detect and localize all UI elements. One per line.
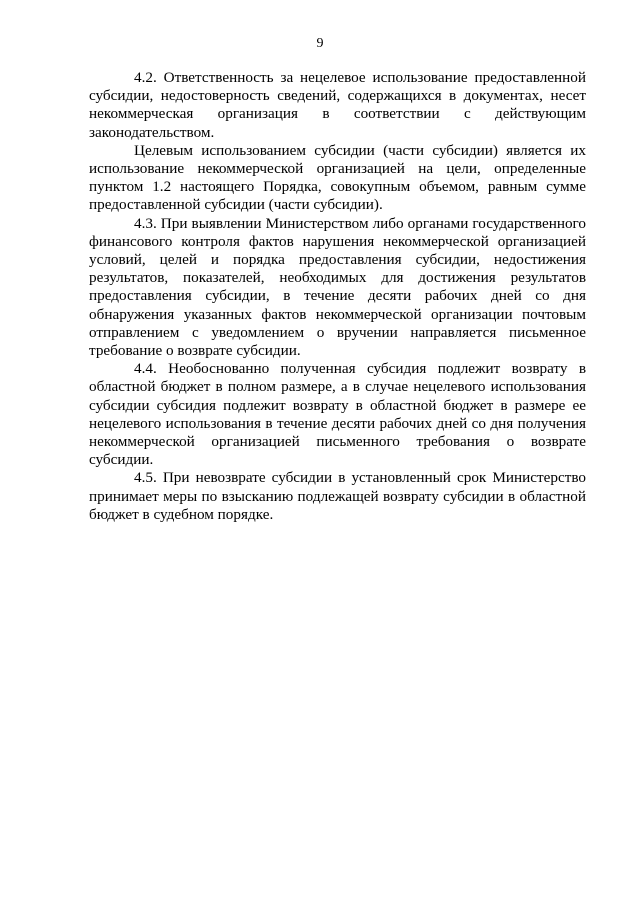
- paragraph-target-use-definition: Целевым использованием субсидии (части субсидии) является их использование некоммерческой организацией на цели, определенные пунктом 1.2 настоящего Порядка, совокупным объемом, равным сумме предоставленной субсидии (части субсидии).: [89, 141, 586, 214]
- paragraph-4-4: 4.4. Необоснованно полученная субсидия подлежит возврату в областной бюджет в полном размере, а в случае нецелевого использования субсидии субсидия подлежит возврату в областной бюджет в размере ее нецелевого использования в течение десяти рабочих дней со дня получения некоммерческой организацией письменного требования о возврате субсидии.: [89, 360, 586, 469]
- document-body: [89, 69, 586, 524]
- page-number: 9: [316, 36, 324, 51]
- paragraph-4-3: 4.3. При выявлении Министерством либо органами государственного финансового контроля фактов нарушения некоммерческой организацией условий, целей и порядка предоставления субсидии, недостижения результатов, показателей, необходимых для достижения результатов предоставления субсидии, в течение десяти рабочих дней со дня обнаружения указанных фактов некоммерческой организации почтовым отправлением с уведомлением о вручении направляется письменное требование о возврате субсидии.: [89, 214, 586, 360]
- paragraph-4-5: 4.5. При невозврате субсидии в установленный срок Министерство принимает меры по взысканию подлежащей возврату субсидии в областной бюджет в судебном порядке.: [89, 469, 586, 523]
- paragraph-4-2: 4.2. Ответственность за нецелевое использование предоставленной субсидии, недостоверность сведений, содержащихся в документах, несет некоммерческая организация в соответствии с действующим законодательством.: [89, 69, 586, 141]
